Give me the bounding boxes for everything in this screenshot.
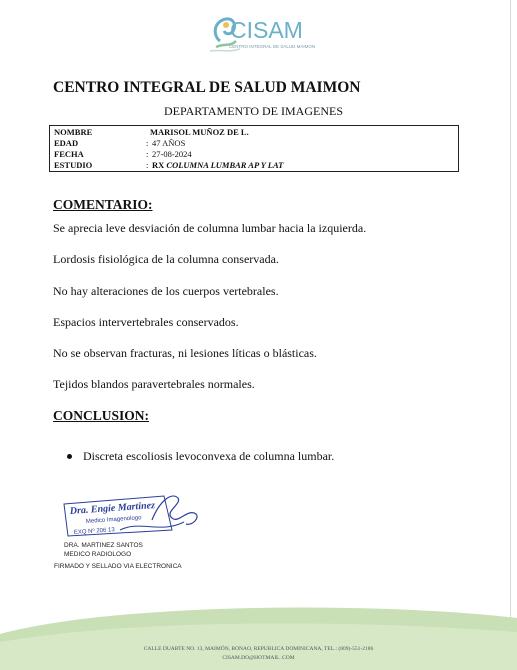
finding-1: Se aprecia leve desviación de columna lumbar hacia la izquierda. [53, 221, 367, 235]
logo-wordmark: CISAM [230, 17, 303, 43]
finding-6: Tejidos blandos paravertebrales normales. [53, 377, 255, 391]
info-label: FECHA [54, 149, 84, 159]
signature-stamp-icon [60, 490, 210, 542]
finding-5: No se observan fracturas, ni lesiones líticas o blásticas. [53, 346, 317, 360]
finding-2: Lordosis fisiológica de la columna conservada. [53, 252, 279, 266]
stamp-role-text: Medico Imagenologo [85, 515, 142, 525]
stamp-name-text: Dra. Engie Martinez [69, 500, 156, 517]
finding-4: Espacios intervertebrales conservados. [53, 315, 239, 329]
conclusion-heading: CONCLUSION: [53, 408, 150, 423]
department-title: DEPARTAMENTO DE IMAGENES [164, 104, 343, 118]
footer-email: CISAM.DO@HOTMAIL .COM [222, 655, 295, 661]
logo-subtitle: CENTRO INTEGRAL DE SALUD MAIMON [229, 44, 316, 49]
bullet-icon [67, 454, 72, 459]
page-edge [510, 0, 511, 670]
study-name: COLUMNA LUMBAR AP Y LAT [166, 160, 284, 170]
footer-address: CALLE DUARTE NO. 13, MAIMÓN, BONAO, REPUBLICA DOMINICANA, TEL.: (809)-551-2186 [143, 646, 374, 652]
finding-3: No hay alteraciones de los cuerpos vertebrales. [53, 284, 279, 298]
info-separator: : [146, 160, 149, 170]
patient-name: MARISOL MUÑOZ DE L. [150, 127, 249, 137]
electronic-signature-note: FIRMADO Y SELLADO VIA ELECTRONICA [54, 563, 182, 570]
study-type [152, 160, 283, 170]
exam-date: 27-08-2024 [152, 149, 192, 159]
stamp-id-text: EXQ Nº 206 13 [73, 527, 115, 536]
info-label: ESTUDIO [54, 160, 93, 170]
conclusion-item: Discreta escoliosis levoconvexa de columna lumbar. [83, 449, 335, 463]
study-prefix: RX [152, 160, 165, 170]
doctor-role: MEDICO RADIOLOGO [64, 551, 132, 558]
clinic-title: CENTRO INTEGRAL DE SALUD MAIMON [53, 79, 361, 96]
doctor-name: DRA. MARTINEZ SANTOS [64, 542, 143, 549]
patient-info-box [49, 125, 459, 172]
info-label: EDAD [54, 138, 79, 148]
info-separator: : [146, 149, 149, 159]
patient-age: 47 AÑOS [152, 138, 186, 148]
comentario-heading: COMENTARIO: [53, 197, 153, 212]
info-separator: : [146, 138, 149, 148]
info-label: NOMBRE [54, 127, 93, 137]
